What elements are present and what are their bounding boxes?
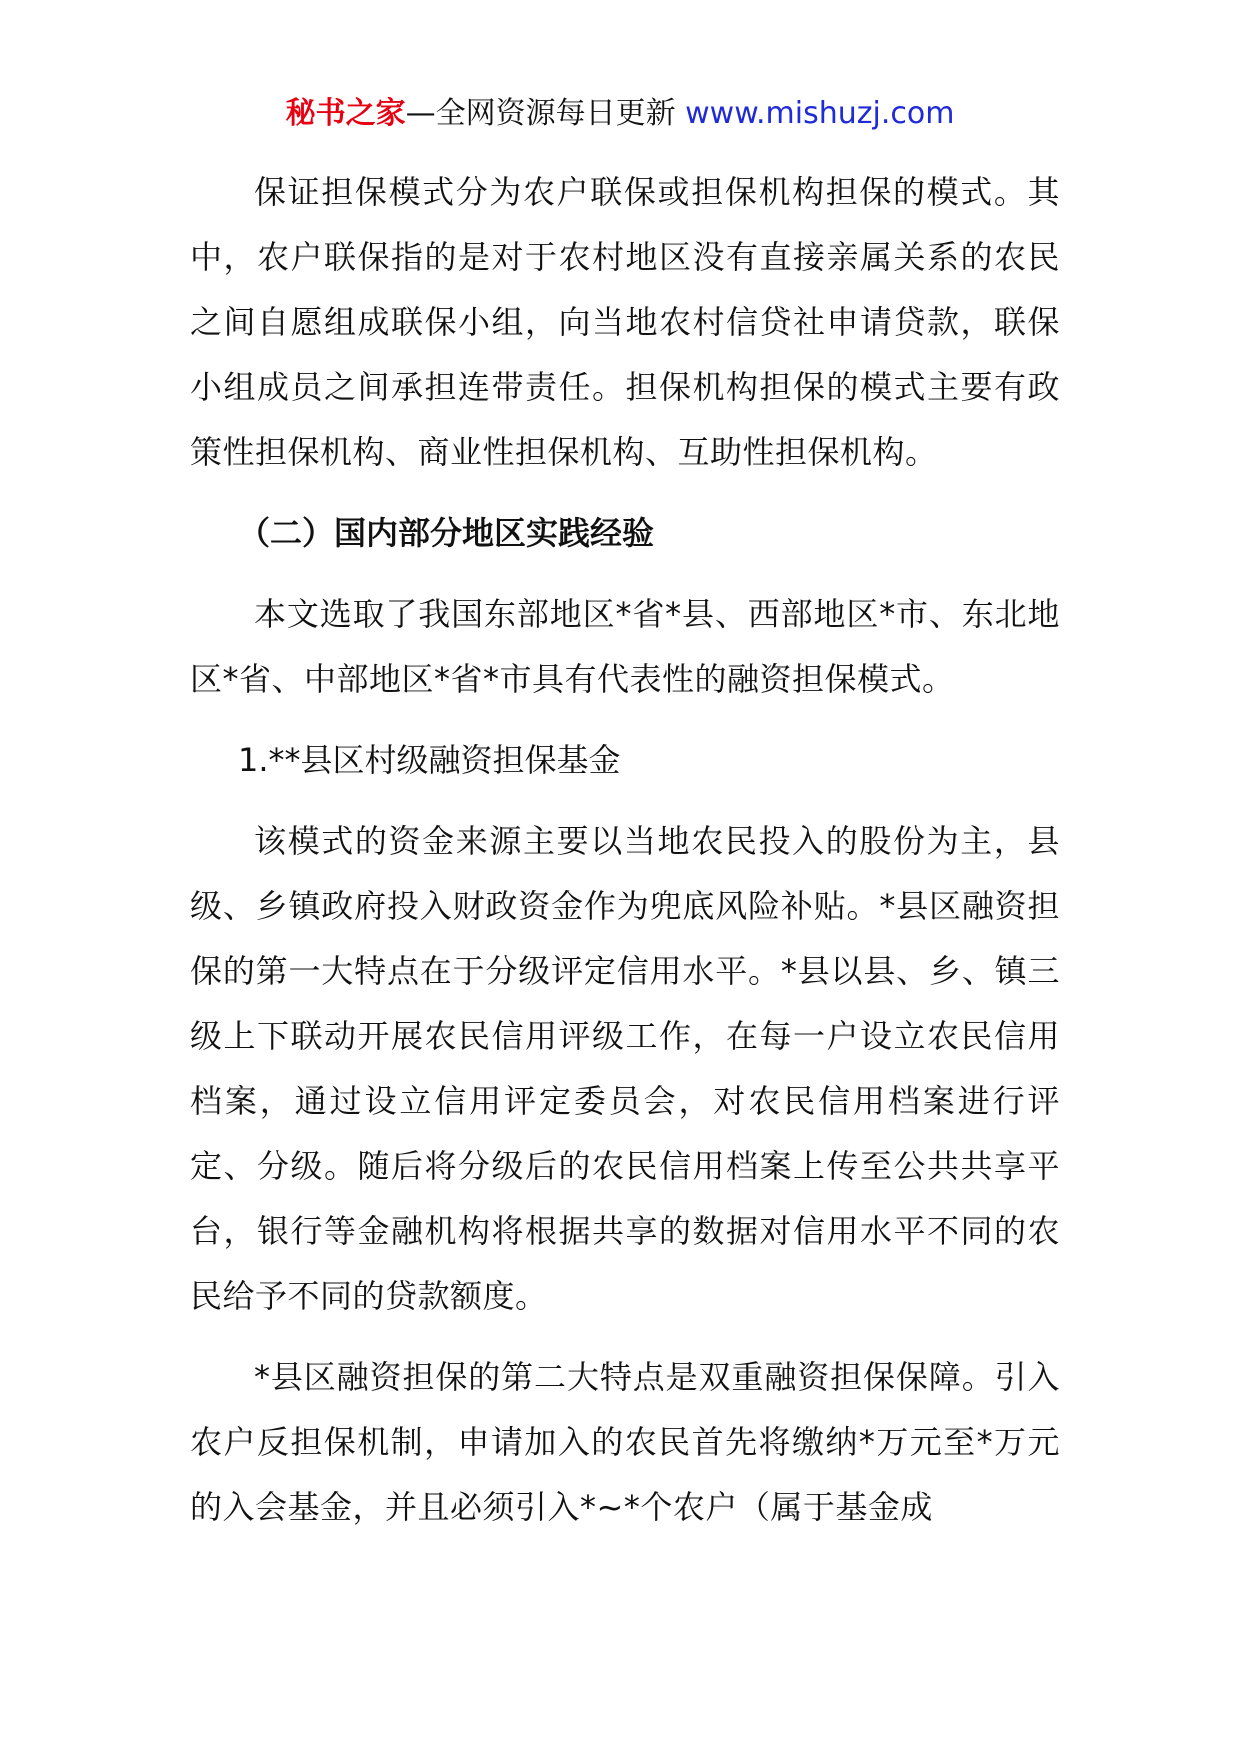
site-url-link[interactable]: www.mishuzj.com [685, 96, 955, 131]
paragraph-regions-selected: 本文选取了我国东部地区*省*县、西部地区*市、东北地区*省、中部地区*省*市具有代表性的融资担保模式。 [190, 595, 1060, 698]
paragraph-guarantee-modes: 保证担保模式分为农户联保或担保机构担保的模式。其中，农户联保指的是对于农村地区没有直接亲属关系的农民之间自愿组成联保小组，向当地农村信贷社申请贷款，联保小组成员之间承担连带责任。担保机构担保的模式主要有政策性担保机构、商业性担保机构、互助性担保机构。 [190, 173, 1060, 471]
document-body [190, 160, 1060, 1556]
brand-name: 秘书之家 [285, 96, 406, 131]
site-header [0, 94, 1240, 134]
paragraph-fund-source: 该模式的资金来源主要以当地农民投入的股份为主，县级、乡镇政府投入财政资金作为兜底风险补贴。*县区融资担保的第一大特点在于分级评定信用水平。*县以县、乡、镇三级上下联动开展农民信用评级工作，在每一户设立农民信用档案，通过设立信用评定委员会，对农民信用档案进行评定、分级。随后将分级后的农民信用档案上传至公共共享平台，银行等金融机构将根据共享的数据对信用水平不同的农民给予不同的贷款额度。 [190, 822, 1060, 1315]
paragraph-dual-guarantee: *县区融资担保的第二大特点是双重融资担保保障。引入农户反担保机制，申请加入的农民首先将缴纳*万元至*万元的入会基金，并且必须引入*~*个农户（属于基金成 [190, 1358, 1060, 1526]
header-tagline: —全网资源每日更新 [405, 96, 686, 131]
section-heading-domestic-experience: （二）国内部分地区实践经验 [238, 514, 655, 552]
subsection-heading-village-fund: 1.**县区村级融资担保基金 [238, 741, 621, 779]
